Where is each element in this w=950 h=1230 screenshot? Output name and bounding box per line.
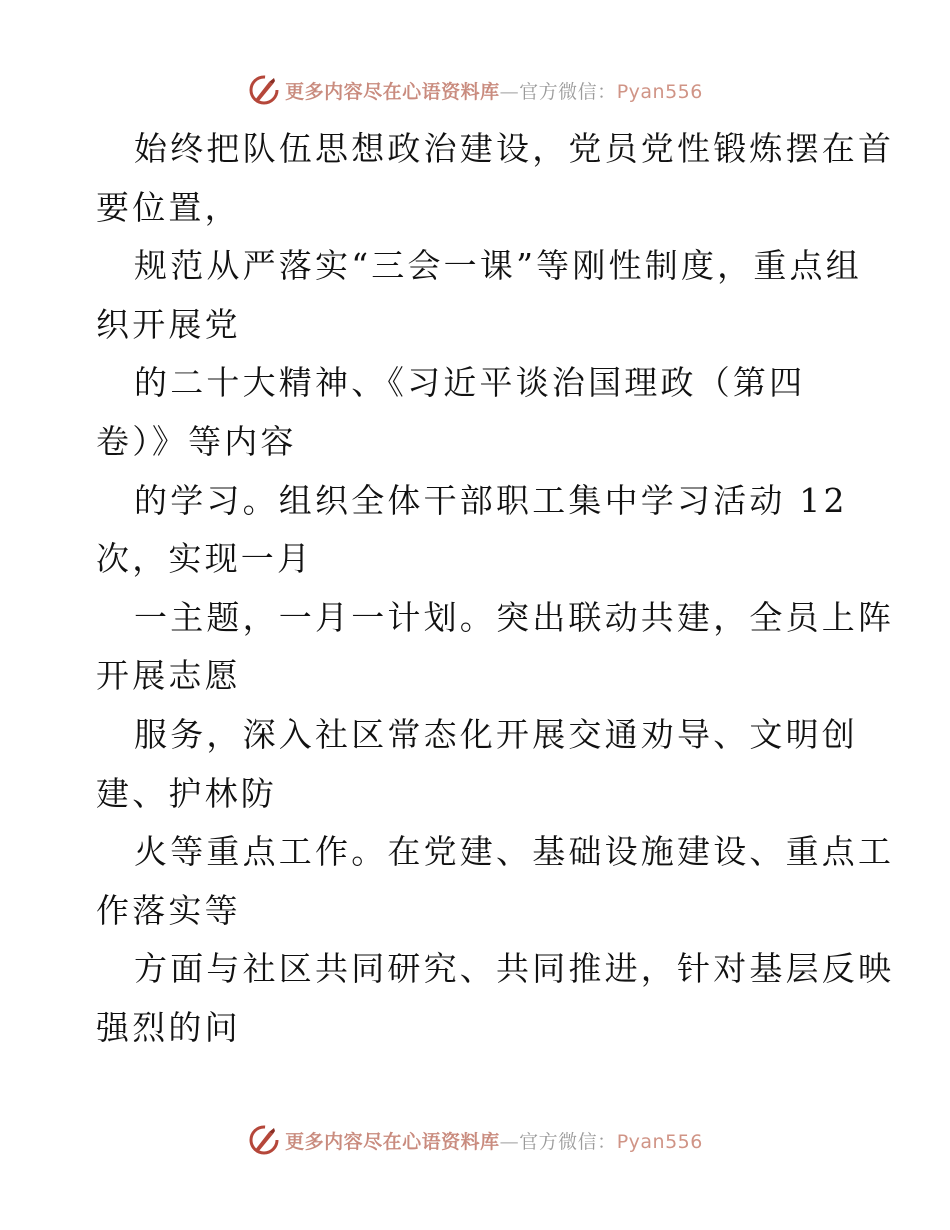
watermark-label: 官方微信： xyxy=(519,1130,617,1153)
body-line: 的学习。组织全体干部职工集中学习活动 12 xyxy=(134,480,848,520)
document-body xyxy=(96,120,895,1058)
footer-watermark-banner xyxy=(0,1120,950,1160)
watermark-handle: Pyan556 xyxy=(616,80,703,103)
body-line: 作落实等 xyxy=(96,890,241,930)
body-line: 方面与社区共同研究、共同推进，针对基层反映 xyxy=(134,949,895,989)
body-line: 建、护林防 xyxy=(96,773,277,813)
body-line: 一主题，一月一计划。突出联动共建，全员上阵 xyxy=(134,597,895,637)
body-line: 要位置， xyxy=(96,187,241,227)
body-line: 强烈的问 xyxy=(96,1007,241,1047)
body-line: 卷）》等内容 xyxy=(96,421,297,461)
watermark-brand: 更多内容尽在心语资料库 xyxy=(285,80,500,103)
body-line: 的二十大精神、《习近平谈治国理政（第四 xyxy=(134,363,806,403)
body-line: 规范从严落实“三会一课”等刚性制度，重点组 xyxy=(134,246,862,286)
watermark-label: 官方微信： xyxy=(519,80,617,103)
body-line: 次，实现一月 xyxy=(96,539,314,579)
quill-pen-circle-icon xyxy=(247,73,281,107)
body-line: 始终把队伍思想政治建设，党员党性锻炼摆在首 xyxy=(134,129,895,168)
body-line: 开展志愿 xyxy=(96,656,241,696)
watermark-brand: 更多内容尽在心语资料库 xyxy=(285,1130,500,1153)
watermark-separator: — xyxy=(499,80,520,103)
watermark-handle: Pyan556 xyxy=(616,1130,703,1153)
watermark-text xyxy=(285,1127,703,1154)
body-line: 织开展党 xyxy=(96,304,241,344)
body-line: 火等重点工作。在党建、基础设施建设、重点工 xyxy=(134,832,895,872)
body-line: 服务，深入社区常态化开展交通劝导、文明创 xyxy=(134,714,858,754)
watermark-separator: — xyxy=(499,1130,520,1153)
quill-pen-circle-icon xyxy=(247,1123,281,1157)
watermark-text xyxy=(285,77,703,104)
header-watermark-banner xyxy=(0,70,950,110)
